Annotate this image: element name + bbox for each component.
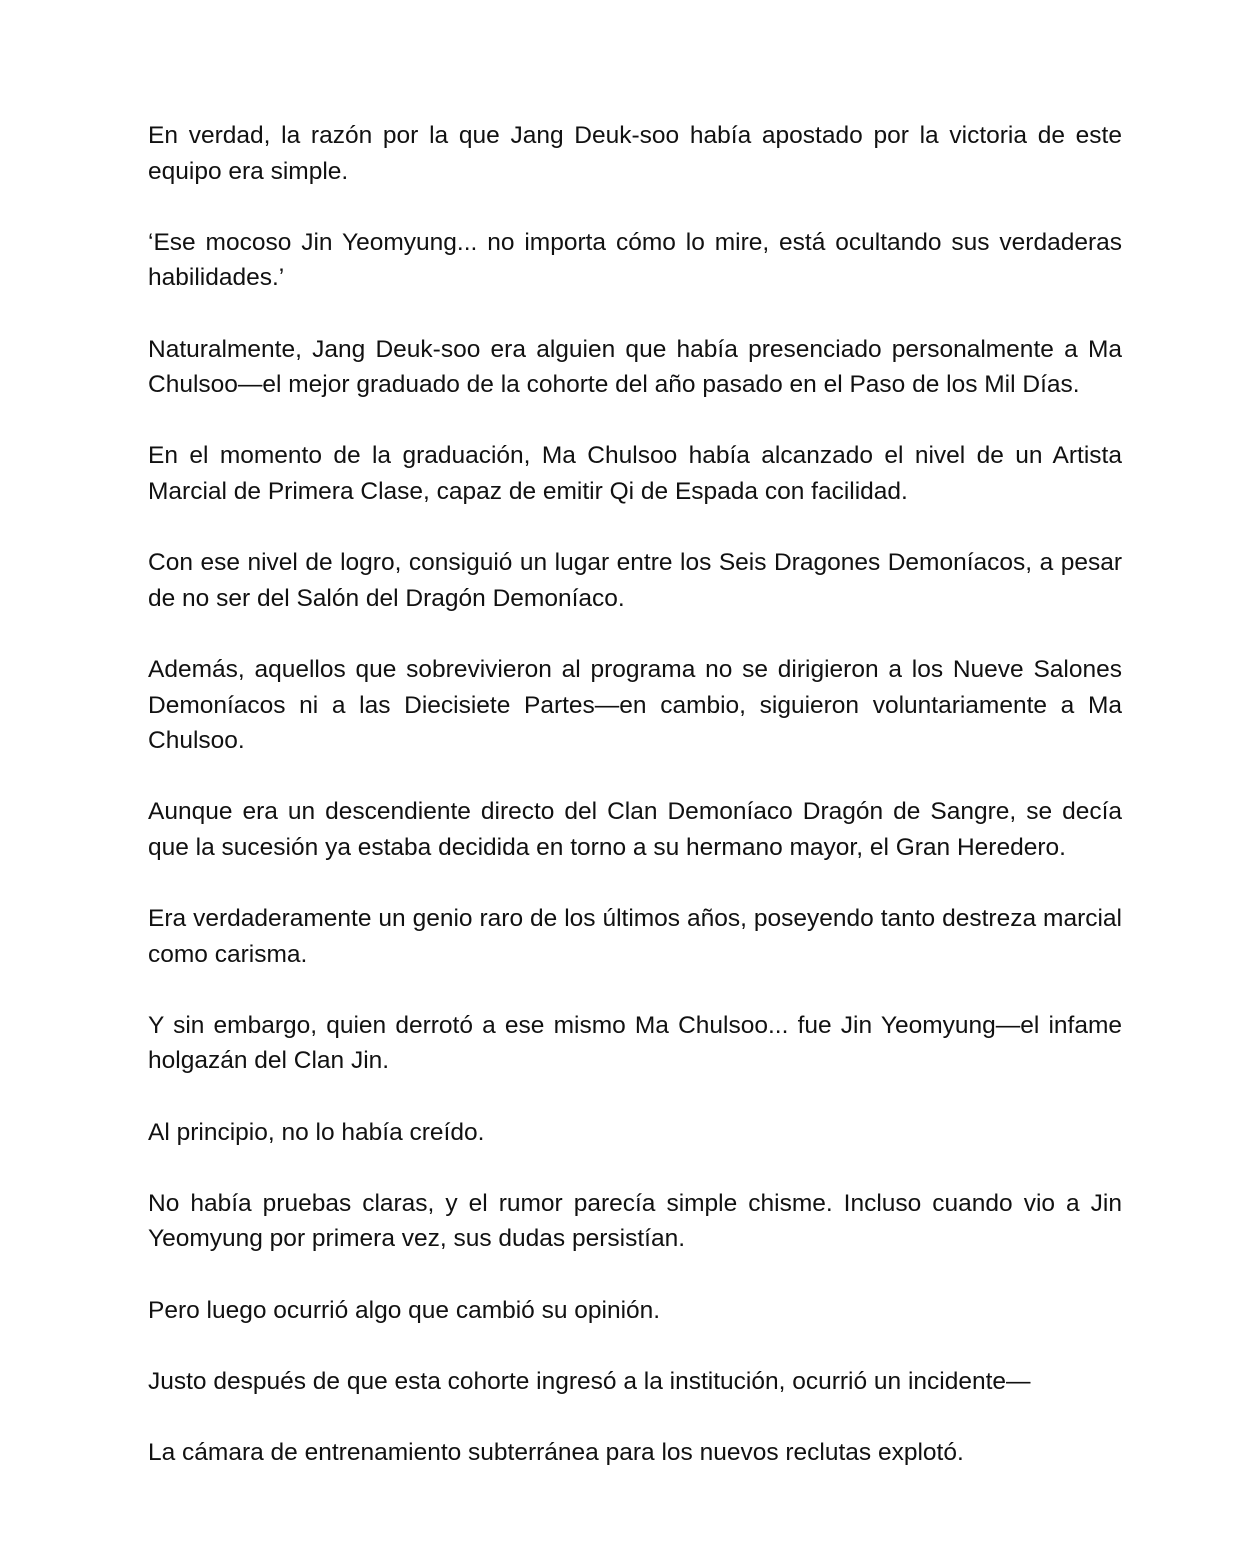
paragraph: Y sin embargo, quien derrotó a ese mismo Ma Chulsoo... fue Jin Yeomyung—el infame holgazán del Clan Jin.	[148, 1011, 1122, 1075]
paragraph: Aunque era un descendiente directo del Clan Demoníaco Dragón de Sangre, se decía que la sucesión ya estaba decidida en torno a su hermano mayor, el Gran Heredero.	[148, 798, 1122, 861]
paragraph: Era verdaderamente un genio raro de los últimos años, poseyendo tanto destreza marcial como carisma.	[148, 905, 1122, 968]
paragraph: Pero luego ocurrió algo que cambió su opinión.	[148, 1296, 661, 1324]
paragraph: En verdad, la razón por la que Jang Deuk-soo había apostado por la victoria de este equipo era simple.	[148, 122, 1122, 185]
document-page	[148, 118, 1122, 1471]
paragraph: No había pruebas claras, y el rumor parecía simple chisme. Incluso cuando vio a Jin Yeomyung por primera vez, sus dudas persistían.	[148, 1189, 1122, 1253]
paragraph: La cámara de entrenamiento subterránea para los nuevos reclutas explotó.	[148, 1438, 964, 1466]
paragraph: Con ese nivel de logro, consiguió un lugar entre los Seis Dragones Demoníacos, a pesar de no ser del Salón del Dragón Demoníaco.	[148, 549, 1122, 612]
paragraph: Al principio, no lo había creído.	[148, 1118, 485, 1146]
paragraph: En el momento de la graduación, Ma Chulsoo había alcanzado el nivel de un Artista Marcial de Primera Clase, capaz de emitir Qi de Espada con facilidad.	[148, 442, 1122, 505]
paragraph: Justo después de que esta cohorte ingresó a la institución, ocurrió un incidente—	[148, 1367, 1031, 1395]
paragraph: ‘Ese mocoso Jin Yeomyung... no importa cómo lo mire, está ocultando sus verdaderas habilidades.’	[148, 228, 1122, 292]
paragraph: Además, aquellos que sobrevivieron al programa no se dirigieron a los Nueve Salones Demoníacos ni a las Diecisiete Partes—en cambio, siguieron voluntariamente a Ma Chulsoo.	[148, 655, 1122, 755]
paragraph: Naturalmente, Jang Deuk-soo era alguien que había presenciado personalmente a Ma Chulsoo—el mejor graduado de la cohorte del año pasado en el Paso de los Mil Días.	[148, 335, 1122, 399]
